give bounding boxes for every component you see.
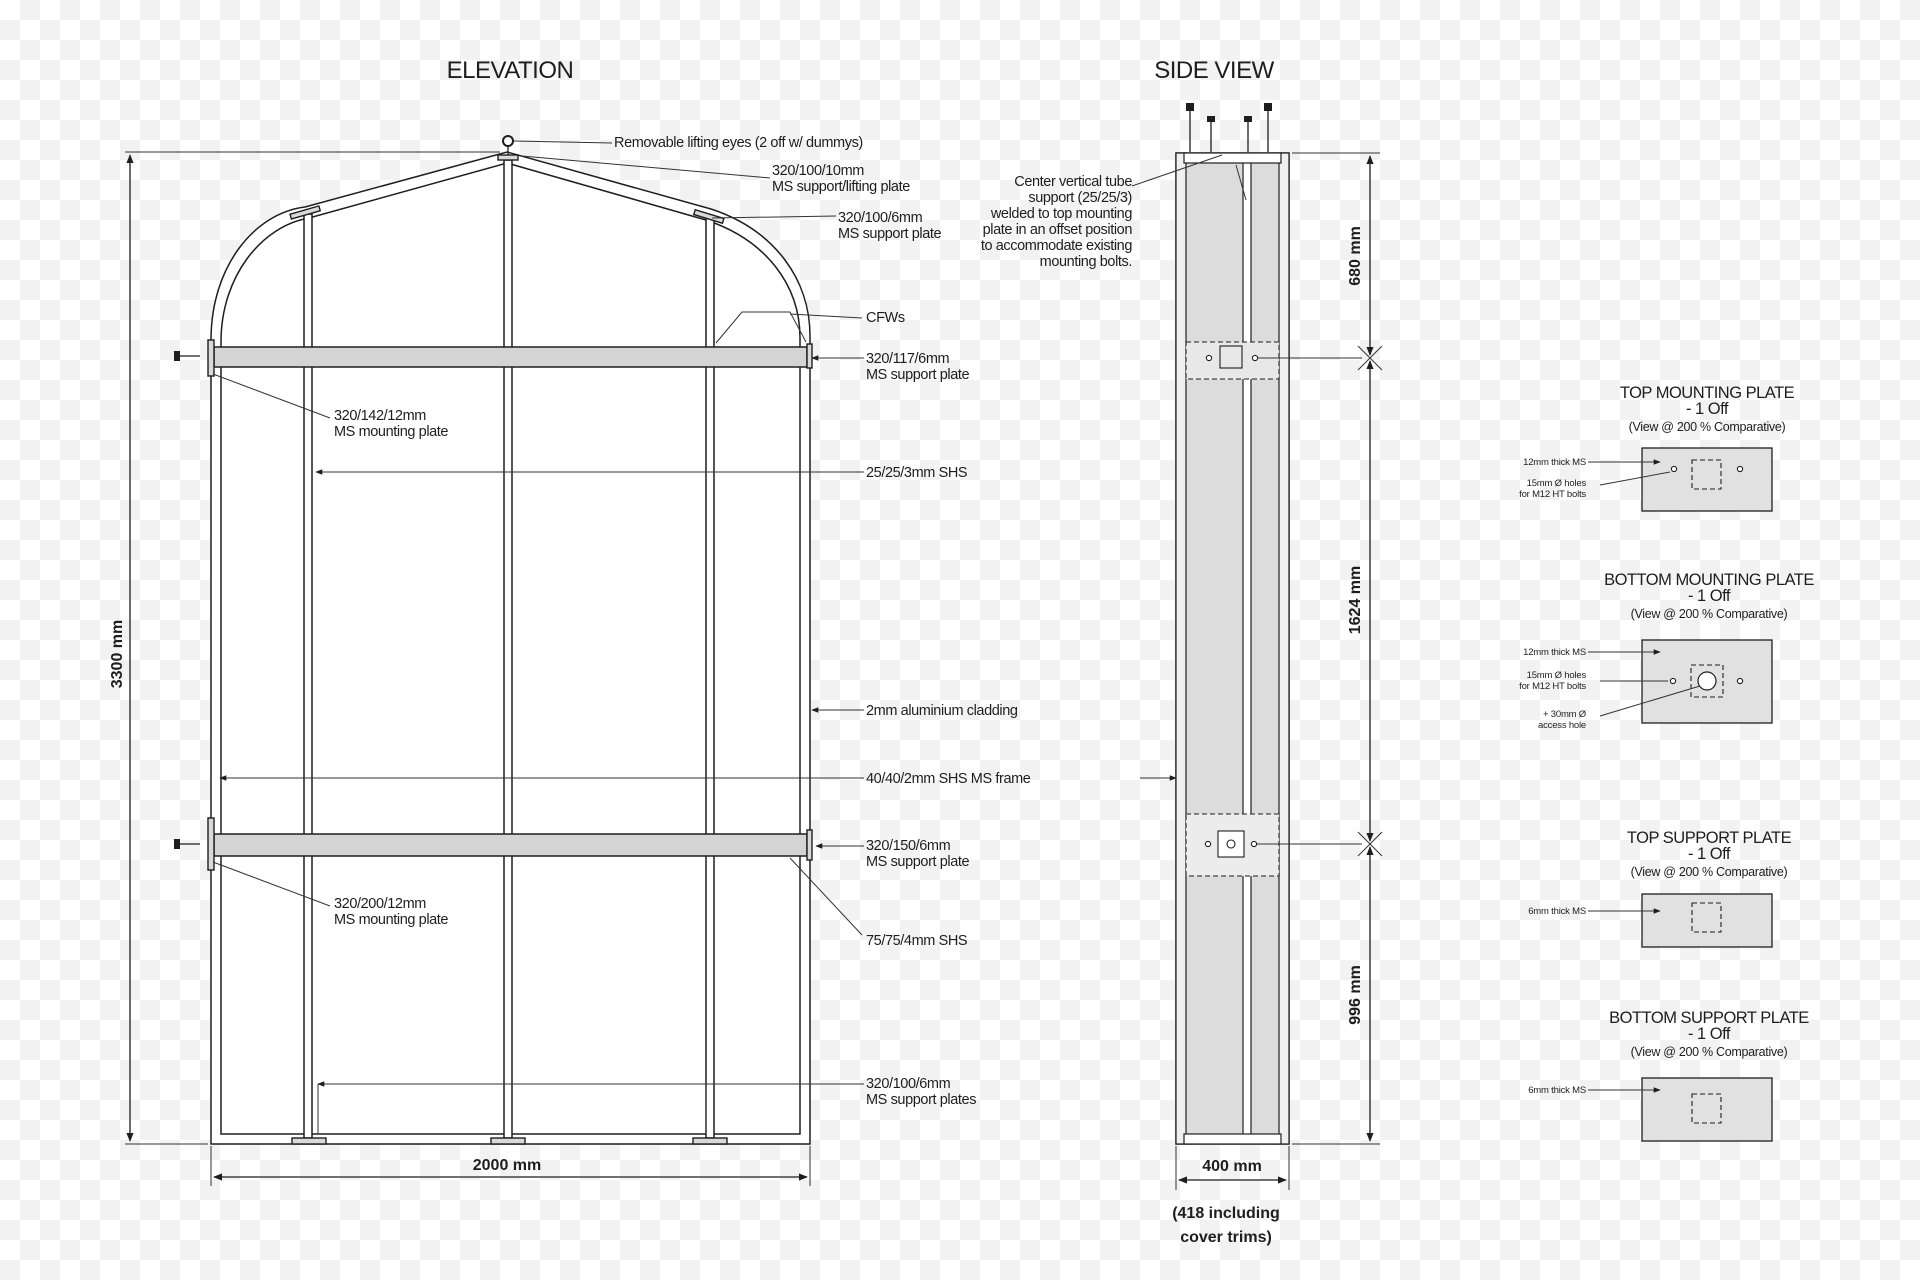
plate-title: TOP SUPPORT PLATE — [1626, 829, 1792, 847]
bolt-hole-icon — [1737, 466, 1742, 471]
center-tube-note-1: Center vertical tube — [1014, 174, 1132, 190]
label-support-bottom-2: MS support plates — [866, 1092, 977, 1108]
upper-beam-end-plate — [807, 344, 812, 368]
label-cladding: 2mm aluminium cladding — [866, 703, 1018, 719]
bolt-icon — [174, 351, 200, 361]
side-bottom-plate — [1184, 1134, 1281, 1144]
mounting-bolt-icon — [1207, 116, 1215, 152]
plate-view: (View @ 200 % Comparative) — [1630, 607, 1788, 621]
bolt-hole-icon — [1206, 355, 1211, 360]
side-top-plate — [1184, 153, 1281, 163]
plate-note: for M12 HT bolts — [1519, 489, 1586, 500]
dimension-1624: 1624 mm — [1347, 565, 1364, 635]
access-hole-icon — [1698, 672, 1716, 690]
elevation-view — [109, 135, 1280, 1186]
label-lifting-eyes: Removable lifting eyes (2 off w/ dummys) — [614, 135, 863, 151]
side-right-flange — [1279, 153, 1289, 1144]
label-support-150-1: 320/150/6mm — [866, 838, 951, 854]
label-mounting-142-2: MS mounting plate — [334, 424, 449, 440]
plate-qty: - 1 Off — [1687, 587, 1731, 605]
upper-beam — [214, 347, 807, 367]
bolt-hole-icon — [1737, 678, 1742, 683]
height-dimension-label: 3300 mm — [109, 619, 126, 689]
access-hole-icon — [1227, 840, 1235, 848]
lower-beam — [214, 834, 807, 856]
plate-body — [1642, 1078, 1772, 1141]
mounting-bolt-icon — [1264, 103, 1272, 152]
plate-title: BOTTOM MOUNTING PLATE — [1604, 571, 1814, 589]
base-support-plate-left — [292, 1138, 326, 1144]
width-dimension-label: 2000 mm — [472, 1157, 542, 1174]
label-cfws: CFWs — [866, 310, 905, 326]
plate-note: 6mm thick MS — [1528, 1085, 1586, 1096]
side-body — [1176, 153, 1289, 1144]
bolt-hole-icon — [1205, 841, 1210, 846]
label-mounting-200-2: MS mounting plate — [334, 912, 449, 928]
mounting-bolt-icon — [1186, 103, 1194, 152]
label-support-plate-top-2: MS support plate — [838, 226, 942, 242]
center-tube-note-3: welded to top mounting — [990, 206, 1132, 222]
label-mounting-142-1: 320/142/12mm — [334, 408, 426, 424]
leader-lifting-eyes — [514, 141, 612, 143]
label-support-bottom-1: 320/100/6mm — [866, 1076, 951, 1092]
bolt-hole-icon — [1671, 466, 1676, 471]
elevation-title: ELEVATION — [446, 57, 574, 84]
base-support-plate-right — [693, 1138, 727, 1144]
vertical-tube-center — [504, 160, 512, 1138]
center-tube-note-2: support (25/25/3) — [1028, 190, 1132, 206]
label-support-plate-top-1: 320/100/6mm — [838, 210, 923, 226]
plate-note: 6mm thick MS — [1528, 906, 1586, 917]
plate-note: 15mm Ø holes — [1526, 478, 1586, 489]
lower-beam-end-plate — [807, 830, 812, 860]
bolt-hole-icon — [1670, 678, 1675, 683]
plate-note: 12mm thick MS — [1523, 457, 1586, 468]
center-tube-note-4: plate in an offset position — [982, 222, 1132, 238]
bolt-icon — [174, 839, 200, 849]
plate-title: TOP MOUNTING PLATE — [1619, 384, 1795, 402]
label-lifting-plate-2: MS support/lifting plate — [772, 179, 910, 195]
label-shs-75: 75/75/4mm SHS — [866, 933, 968, 949]
bottom-support-plate-detail — [1528, 1009, 1809, 1141]
label-shs-25: 25/25/3mm SHS — [866, 465, 968, 481]
dimension-996: 996 mm — [1347, 965, 1364, 1025]
side-upper-plate — [1186, 342, 1279, 379]
lifting-eye-icon — [498, 136, 518, 160]
dimension-680: 680 mm — [1347, 226, 1364, 286]
top-support-plate-detail — [1528, 829, 1791, 947]
plate-view: (View @ 200 % Comparative) — [1630, 865, 1788, 879]
label-support-117-1: 320/117/6mm — [866, 351, 950, 367]
mounting-bolt-icon — [1244, 116, 1252, 152]
side-height-dimensions — [1292, 153, 1382, 1144]
center-tube-note-6: mounting bolts. — [1039, 254, 1132, 270]
side-width-note-1: (418 including — [1172, 1205, 1280, 1222]
width-dimension — [211, 1146, 810, 1186]
top-mounting-plate-detail — [1519, 384, 1795, 511]
bolt-hole-icon — [1251, 841, 1256, 846]
plate-body — [1642, 448, 1772, 511]
side-width-label: 400 mm — [1202, 1158, 1262, 1175]
label-mounting-200-1: 320/200/12mm — [334, 896, 426, 912]
plate-note: 12mm thick MS — [1523, 647, 1586, 658]
plate-note: access hole — [1538, 720, 1586, 731]
side-width-dimension — [1172, 1146, 1289, 1246]
upper-mounting-plate — [208, 340, 214, 376]
label-support-150-2: MS support plate — [866, 854, 970, 870]
plate-note: for M12 HT bolts — [1519, 681, 1586, 692]
label-frame: 40/40/2mm SHS MS frame — [866, 771, 1031, 787]
plate-title: BOTTOM SUPPORT PLATE — [1609, 1009, 1809, 1027]
plate-qty: - 1 Off — [1685, 400, 1729, 418]
side-view — [981, 103, 1382, 1246]
plate-view: (View @ 200 % Comparative) — [1628, 420, 1786, 434]
bolt-hole-icon — [1252, 355, 1257, 360]
plate-qty: - 1 Off — [1687, 1025, 1731, 1043]
plate-qty: - 1 Off — [1687, 845, 1731, 863]
base-support-plate-center — [491, 1138, 525, 1144]
center-tube-note-5: to accommodate existing — [980, 238, 1132, 254]
plate-view: (View @ 200 % Comparative) — [1630, 1045, 1788, 1059]
label-support-117-2: MS support plate — [866, 367, 970, 383]
plate-note: + 30mm Ø — [1542, 709, 1586, 720]
side-left-flange — [1176, 153, 1186, 1144]
side-view-title: SIDE VIEW — [1154, 57, 1274, 84]
plate-body — [1642, 894, 1772, 947]
bottom-mounting-plate-detail — [1519, 571, 1814, 731]
label-lifting-plate-1: 320/100/10mm — [772, 163, 864, 179]
center-vertical-tube — [1243, 157, 1251, 1140]
plate-note: 15mm Ø holes — [1526, 670, 1586, 681]
side-width-note-2: cover trims) — [1180, 1229, 1272, 1246]
